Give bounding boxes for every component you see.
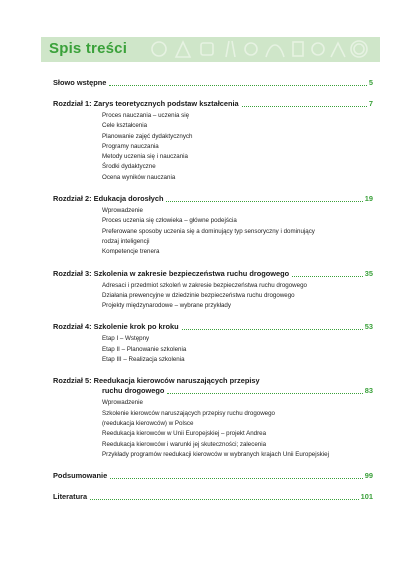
- toc-subentry[interactable]: Proces uczenia się człowieka – główne podejścia: [102, 217, 237, 225]
- toc-subentry[interactable]: Środki dydaktyczne: [102, 163, 156, 171]
- toc-entry-label: Słowo wstępne: [53, 78, 107, 87]
- toc-entry-label: Rozdział 4: Szkolenie krok po kroku: [53, 322, 179, 332]
- toc-subentry[interactable]: Cele kształcenia: [102, 122, 148, 130]
- toc-subentry[interactable]: Etap II – Planowanie szkolenia: [102, 345, 187, 353]
- toc-subentry[interactable]: Projekty międzynarodowe – wybrane przykłady: [102, 302, 231, 310]
- toc-page-number: 19: [364, 194, 373, 204]
- toc-entry-bibliography[interactable]: [53, 492, 373, 502]
- toc-subentries: [102, 334, 373, 365]
- toc-entry-chapter-1[interactable]: [53, 99, 373, 109]
- toc-subentry[interactable]: Planowanie zajęć dydaktycznych: [102, 132, 193, 140]
- dot-leader: [242, 106, 367, 107]
- dot-leader: [167, 393, 362, 394]
- toc-entry-chapter-3[interactable]: [53, 269, 373, 279]
- toc-subentry[interactable]: Reedukacja kierowców i warunki jej skuteczności; zalecenia: [102, 440, 267, 448]
- toc-entry-label: Rozdział 1: Zarys teoretycznych podstaw kształcenia: [53, 99, 239, 108]
- toc-subentry[interactable]: Kompetencje trenera: [102, 248, 160, 256]
- toc-entry-summary[interactable]: [53, 471, 373, 481]
- toc-entry-label: Literatura: [53, 492, 88, 502]
- toc-subentry[interactable]: Preferowane sposoby uczenia się a dominujący typ sensoryczny i dominujący: [102, 227, 315, 235]
- toc-subentries: [102, 398, 373, 460]
- toc-page-number: 83: [364, 386, 373, 396]
- toc-subentry[interactable]: Programy nauczania: [102, 142, 159, 150]
- table-of-contents: [53, 78, 373, 502]
- toc-entry-label: Rozdział 3: Szkolenia w zakresie bezpieczeństwa ruchu drogowego: [53, 268, 290, 278]
- toc-subentry[interactable]: rodzaj inteligencji: [102, 237, 150, 245]
- toc-entry-label: Rozdział 2: Edukacja dorosłych: [53, 194, 164, 204]
- toc-subentries: [102, 281, 373, 312]
- header-band: [41, 37, 380, 62]
- toc-subentry[interactable]: (reedukacja kierowców) w Polsce: [102, 419, 194, 427]
- dot-leader: [166, 201, 362, 202]
- toc-subentry[interactable]: Wprowadzenie: [102, 399, 143, 407]
- toc-entry-label: Rozdział 5: Reedukacja kierowców naruszających przepisy: [53, 376, 260, 386]
- toc-page-number: 99: [364, 471, 373, 481]
- toc-page-number: 101: [360, 492, 373, 502]
- toc-entry-chapter-5[interactable]: [53, 376, 373, 396]
- toc-subentry[interactable]: Wprowadzenie: [102, 207, 143, 215]
- toc-page-number: 7: [368, 99, 373, 108]
- toc-subentry[interactable]: Adresaci i przedmiot szkoleń w zakresie bezpieczeństwa ruchu drogowego: [102, 281, 307, 289]
- toc-subentry[interactable]: Etap III – Realizacja szkolenia: [102, 356, 185, 364]
- dot-leader: [182, 329, 363, 330]
- toc-entry-foreword[interactable]: [53, 78, 373, 88]
- dot-leader: [110, 478, 363, 479]
- toc-entry-label-continued: ruchu drogowego: [102, 386, 165, 396]
- toc-subentry[interactable]: Metody uczenia się i nauczania: [102, 153, 188, 161]
- toc-page-number: 53: [364, 322, 373, 332]
- toc-subentry[interactable]: Działania prewencyjne w dziedzinie bezpieczeństwa ruchu drogowego: [102, 291, 295, 299]
- toc-entry-label: Podsumowanie: [53, 471, 108, 481]
- toc-subentry[interactable]: Przykłady programów reedukacji kierowców w wybranych krajach Unii Europejskiej: [102, 450, 329, 458]
- dot-leader: [109, 85, 366, 86]
- toc-subentry[interactable]: Etap I – Wstępny: [102, 335, 150, 343]
- toc-subentry[interactable]: Szkolenie kierowców naruszających przepisy ruchu drogowego: [102, 409, 275, 417]
- dot-leader: [90, 499, 359, 500]
- toc-entry-chapter-4[interactable]: [53, 322, 373, 332]
- toc-entry-chapter-2[interactable]: [53, 194, 373, 204]
- toc-subentries: [102, 206, 373, 257]
- toc-subentry[interactable]: Ocena wyników nauczania: [102, 173, 176, 181]
- toc-subentry[interactable]: Reedukacja kierowców w Unii Europejskiej – projekt Andrea: [102, 430, 267, 438]
- toc-subentry[interactable]: Proces nauczania – uczenia się: [102, 112, 190, 119]
- toc-page-number: 35: [364, 268, 373, 278]
- toc-subentries: [102, 111, 373, 183]
- dot-leader: [292, 276, 363, 277]
- toc-page-number: 5: [368, 78, 373, 87]
- page-title: Spis treści: [49, 40, 128, 57]
